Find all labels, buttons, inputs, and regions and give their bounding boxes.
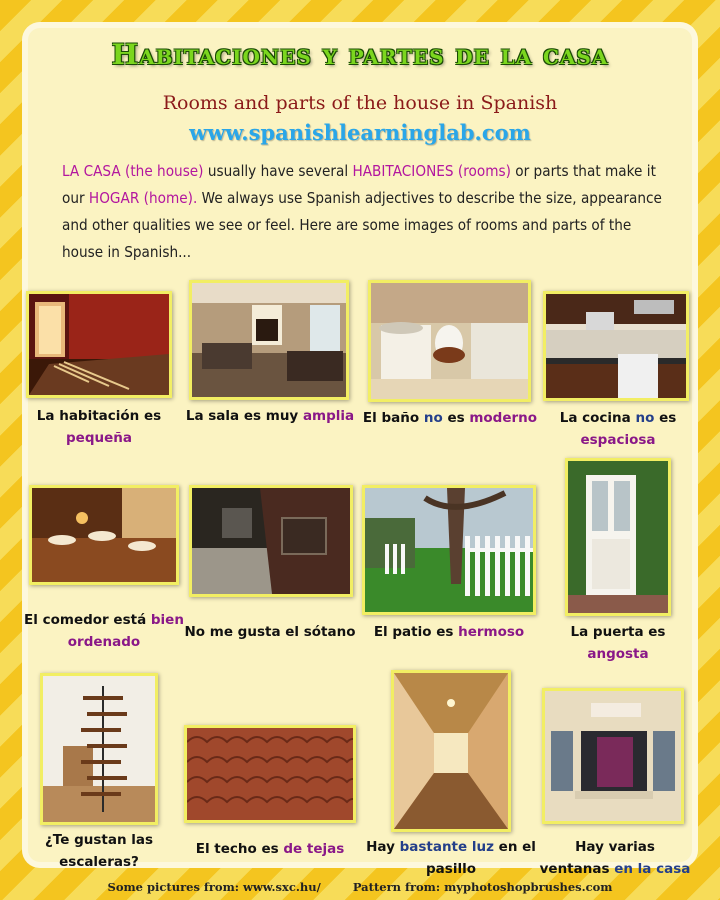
caption-patio: El patio es hermoso [373, 624, 525, 640]
photo-hallway [391, 670, 511, 832]
caption-basement: No me gusta el sótano [184, 624, 356, 640]
caption-hallway: Hay bastante luz en el pasillo [366, 839, 536, 877]
intro-text-1: usually have several [203, 162, 353, 180]
intro-hogar: HOGAR (home). [88, 189, 198, 207]
website-link[interactable]: www.spanishlearninglab.com [189, 120, 531, 145]
caption-windows: Hay varias ventanas en la casa [539, 839, 691, 877]
caption-door: La puerta es angosta [570, 624, 666, 662]
intro-text-3: We always use Spanish adjectives to describe the size, appearance and other qualities we see or feel. Here are some images of rooms and parts of the house in Spanish... [62, 189, 662, 261]
photo-stairs [40, 673, 158, 825]
footer-credits [0, 880, 720, 894]
photo-dining-room [29, 485, 179, 585]
photo-windows [542, 688, 684, 824]
photo-kitchen [543, 291, 689, 401]
page-subtitle: Rooms and parts of the house in Spanish [162, 92, 558, 114]
photo-patio [362, 485, 536, 615]
intro-habitaciones: HABITACIONES (rooms) [352, 162, 511, 180]
caption-kitchen: La cocina no es espaciosa [559, 410, 677, 448]
caption-dining-room: El comedor está bien ordenado [24, 612, 184, 650]
caption-roof: El techo es de tejas [195, 841, 345, 857]
caption-bedroom: La habitación es pequeña [36, 408, 162, 446]
footer-pattern-credit: Pattern from: myphotoshopbrushes.com [352, 880, 613, 894]
caption-stairs: ¿Te gustan las escaleras? [44, 832, 154, 870]
photo-roof [184, 725, 356, 823]
intro-la-casa: LA CASA (the house) [62, 162, 204, 180]
intro-text-2: or parts that make it our [62, 162, 656, 207]
intro-paragraph [62, 158, 662, 266]
photo-bathroom [368, 280, 531, 402]
photo-living-room [189, 280, 349, 400]
photo-bedroom [26, 291, 172, 398]
caption-living-room: La sala es muy amplia [185, 408, 355, 424]
photo-basement [189, 485, 353, 597]
photo-door [565, 458, 671, 616]
caption-bathroom: El baño no es moderno [362, 410, 538, 426]
footer-pictures-credit: Some pictures from: www.sxc.hu/ [107, 880, 321, 894]
page-title: Habitaciones y partes de la casa [111, 38, 609, 71]
